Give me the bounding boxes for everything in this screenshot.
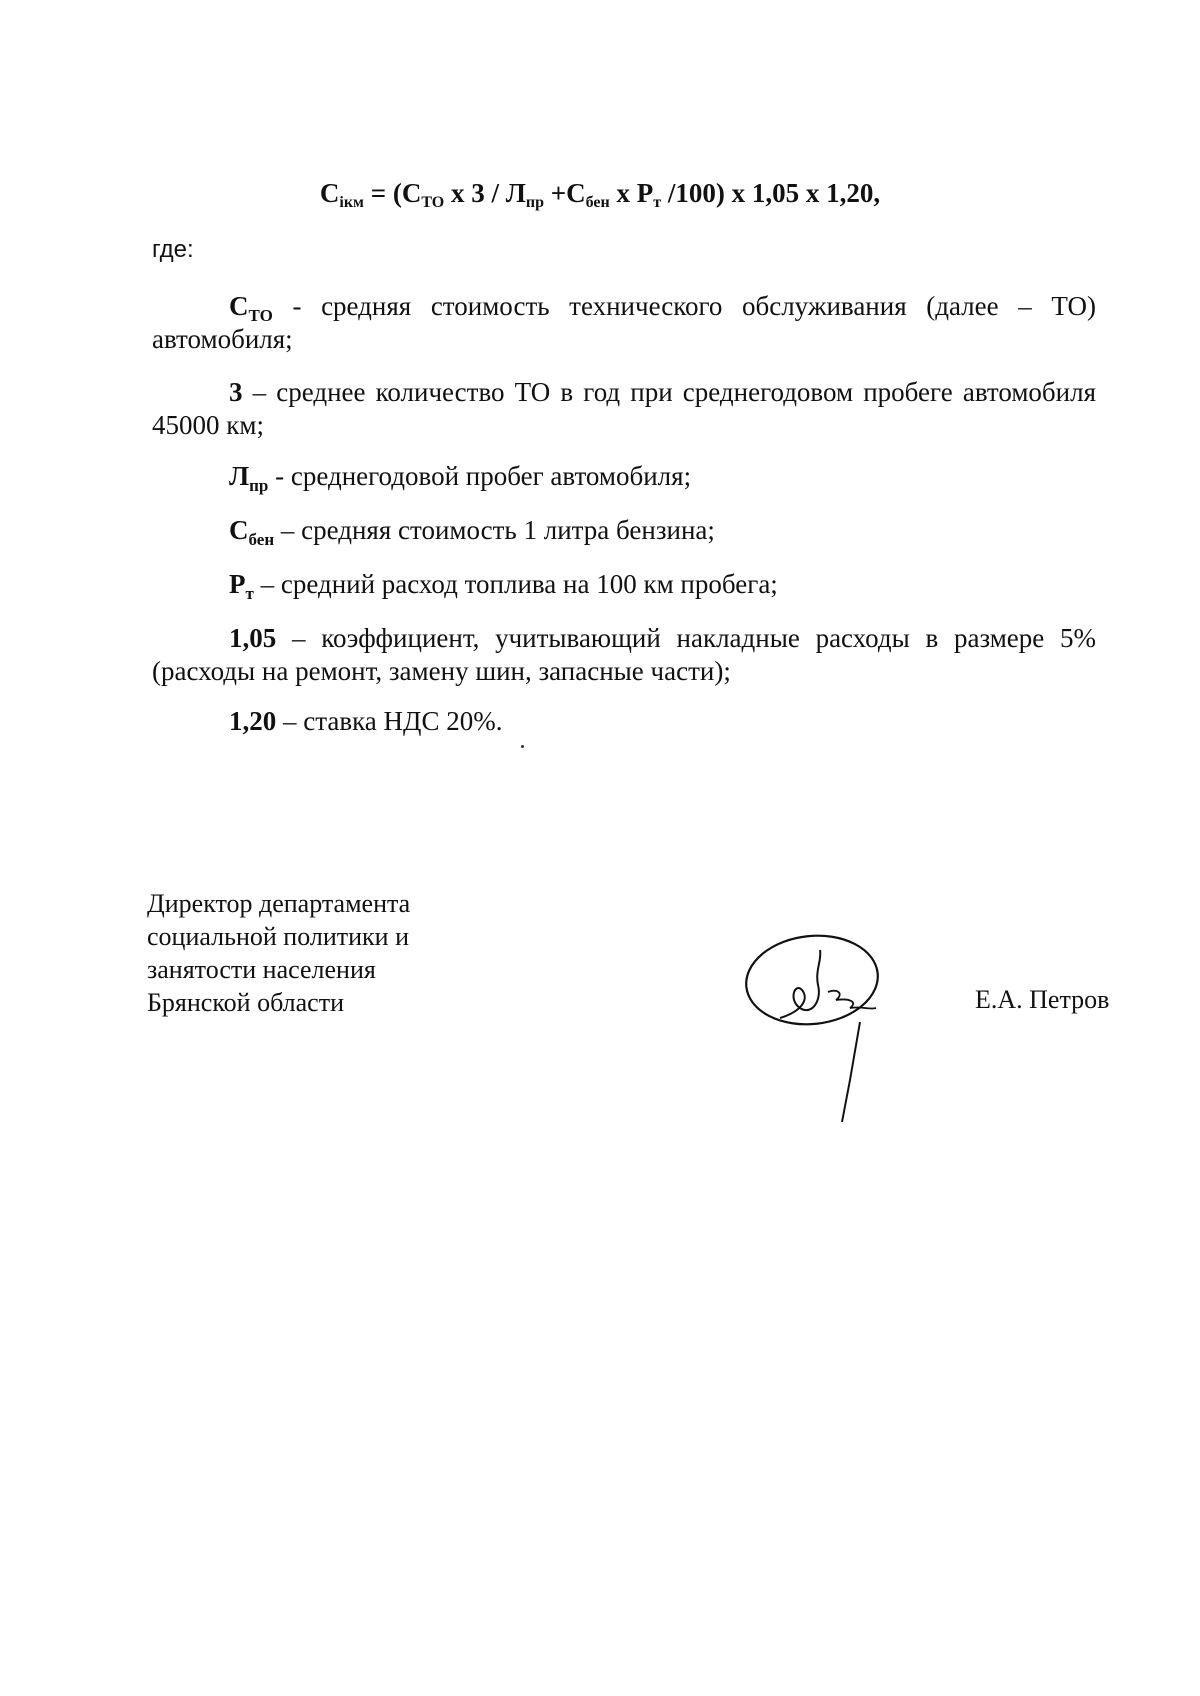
signer-name: Е.А. Петров: [975, 985, 1110, 1014]
definition-text: – коэффициент, учитывающий накладные расходы в размере 5% (расходы на ремонт, замену шин, запасные части);: [152, 623, 1096, 686]
formula-text: х Р: [609, 178, 654, 208]
definition-subscript: т: [245, 584, 254, 603]
definition-subscript: бен: [248, 530, 275, 549]
signatory-title-line: занятости населения: [147, 955, 376, 984]
definition-lpr: [152, 460, 1096, 493]
signatory-title-line: социальной политики и: [147, 922, 409, 951]
definition-k105: [152, 622, 1096, 688]
formula-text: /100) х 1,05 х 1,20,: [661, 178, 881, 208]
definition-text: – среднее количество ТО в год при среднегодовом пробеге автомобиля 45000 км;: [152, 377, 1096, 440]
formula-subscript: ікм: [339, 194, 364, 211]
cost-formula: [0, 178, 1200, 209]
definition-text: – ставка НДС 20%.: [276, 706, 503, 736]
signatory-title: [147, 887, 410, 1019]
formula-subscript: ТО: [421, 194, 445, 211]
definition-symbol: Л: [229, 461, 250, 491]
definition-symbol: 3: [229, 377, 243, 407]
definition-k120: [152, 705, 1096, 738]
signatory-title-line: Директор департамента: [147, 889, 411, 918]
definition-symbol: Р: [229, 569, 246, 599]
handwritten-signature: [740, 930, 940, 1130]
formula-text: С: [319, 178, 340, 208]
definition-subscript: пр: [249, 476, 269, 495]
definition-symbol: 1,20: [229, 706, 277, 736]
definition-sben: [152, 514, 1096, 547]
definition-rt: [152, 568, 1096, 601]
definition-text: – средняя стоимость 1 литра бензина;: [274, 515, 715, 545]
definition-symbol: С: [229, 291, 249, 321]
where-label: где:: [152, 236, 194, 263]
definition-three: [152, 376, 1096, 442]
formula-subscript: бен: [585, 194, 610, 211]
definition-text: - среднегодовой пробег автомобиля;: [268, 461, 692, 491]
signatory-title-line: Брянской области: [147, 988, 344, 1017]
definition-subscript: ТО: [248, 306, 273, 325]
definition-sto: [152, 290, 1096, 356]
definition-text: - средняя стоимость технического обслуживания (далее – ТО) автомобиля;: [152, 291, 1096, 354]
formula-subscript: пр: [525, 194, 544, 211]
definition-text: – средний расход топлива на 100 км пробега;: [253, 569, 778, 599]
formula-subscript: т: [653, 194, 662, 211]
formula-text: +С: [543, 178, 586, 208]
formula-text: = (С: [363, 178, 422, 208]
stray-dot: [521, 745, 524, 748]
definition-symbol: С: [229, 515, 249, 545]
definition-symbol: 1,05: [229, 623, 277, 653]
formula-text: х 3 / Л: [444, 178, 526, 208]
